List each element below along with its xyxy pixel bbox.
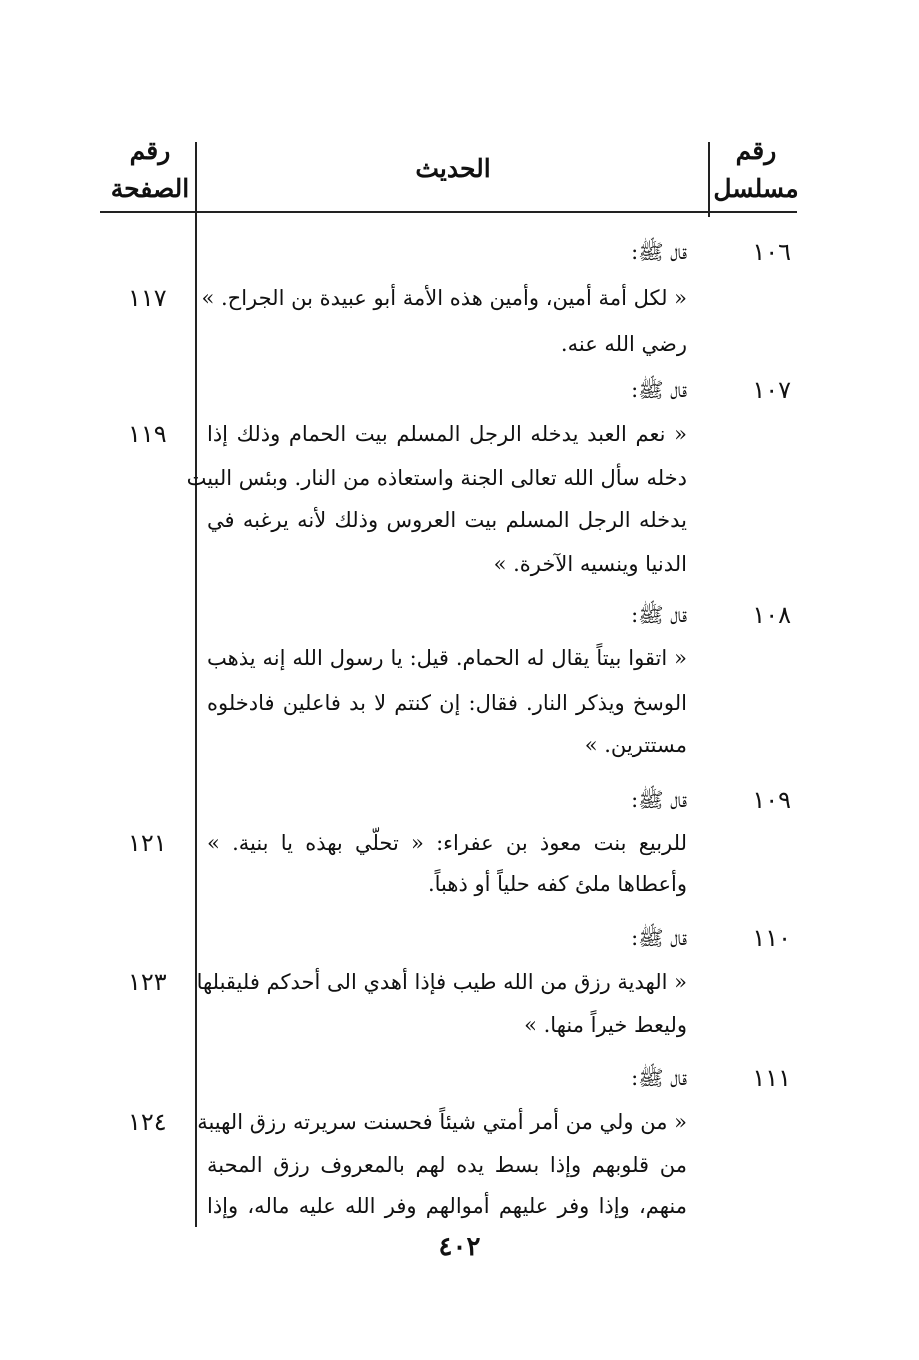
hadith-line: « اتقوا بيتاً يقال له الحمام. قيل: يا رسول الله إنه يذهب [207, 646, 687, 670]
entry-serial: ١٠٧ [752, 376, 791, 404]
hadith-line: « من ولي من أمر أمتي شيئاً فحسنت سريرته رزق الهيبة [197, 1110, 687, 1134]
hadith-line: رضي الله عنه. [560, 332, 687, 356]
hadith-line: مستترين. » [584, 733, 687, 757]
entry-page-number: ١٢٣ [128, 968, 167, 996]
hadith-line: يدخله الرجل المسلم بيت العروس وذلك لأنه يرغبه في [207, 508, 687, 532]
header-rule [100, 211, 797, 213]
entry-serial: ١١٠ [752, 924, 791, 952]
hadith-line: « لكل أمة أمين، وأمين هذه الأمة أبو عبيدة بن الجراح. » [201, 286, 687, 310]
hadith-line: الدنيا وينسيه الآخرة. » [493, 552, 687, 576]
entry-intro: قال ﷺ: [631, 240, 687, 264]
hadith-line: منهم، وإذا وفر عليهم أموالهم وفر الله عليه ماله، وإذا [207, 1194, 687, 1218]
page-column-header [95, 132, 205, 208]
hadith-line: للربيع بنت معوذ بن عفراء: « تحلّي بهذه يا بنية. » [207, 831, 687, 855]
entry-intro: قال ﷺ: [631, 788, 687, 812]
entry-intro: قال ﷺ: [631, 378, 687, 402]
hadith-line: من قلوبهم وإذا بسط يده لهم بالمعروف رزق المحبة [207, 1153, 687, 1177]
serial-column-header [711, 132, 801, 208]
entry-page-number: ١١٩ [128, 420, 167, 448]
entry-page-number: ١١٧ [128, 284, 167, 312]
entry-serial: ١١١ [752, 1064, 791, 1092]
entry-serial: ١٠٦ [752, 238, 791, 266]
hadith-line: وأعطاها ملئ كفه حلياً أو ذهباً. [427, 872, 687, 896]
entry-serial: ١٠٩ [752, 786, 791, 814]
entry-intro: قال ﷺ: [631, 1066, 687, 1090]
entry-serial: ١٠٨ [752, 601, 791, 629]
hadith-column-header: الحديث [415, 154, 491, 183]
hadith-line: « الهدية رزق من الله طيب فإذا أهدي الى أحدكم فليقبلها [196, 970, 687, 994]
entry-intro: قال ﷺ: [631, 926, 687, 950]
hadith-line: وليعط خيراً منها. » [524, 1013, 687, 1037]
entry-page-number: ١٢٤ [128, 1108, 167, 1136]
page-header-line-1: رقم [129, 136, 171, 165]
column-divider-left [195, 142, 197, 1227]
column-divider-right [708, 142, 710, 217]
serial-header-line-2: مسلسل [713, 174, 799, 203]
page-number-footer: ٤٠٢ [438, 1232, 481, 1262]
entry-intro: قال ﷺ: [631, 603, 687, 627]
entry-page-number: ١٢١ [128, 829, 167, 857]
hadith-line: دخله سأل الله تعالى الجنة واستعاذه من النار. وبئس البيت [186, 466, 687, 490]
hadith-line: « نعم العبد يدخله الرجل المسلم بيت الحمام وذلك إذا [207, 422, 687, 446]
page-header-line-2: الصفحة [110, 174, 190, 203]
serial-header-line-1: رقم [735, 136, 777, 165]
hadith-line: الوسخ ويذكر النار. فقال: إن كنتم لا بد فاعلين فادخلوه [207, 691, 687, 715]
